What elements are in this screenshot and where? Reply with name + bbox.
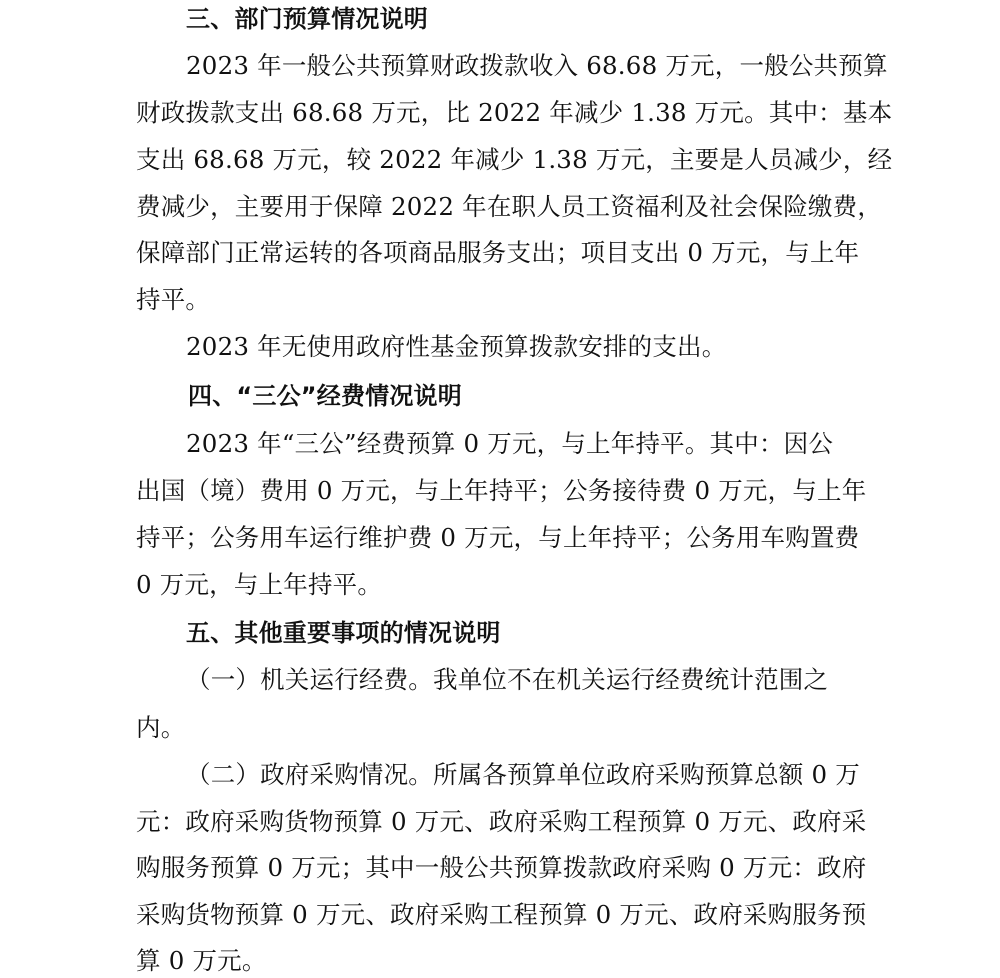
paragraph-line: 费减少，主要用于保障 2022 年在职人员工资福利及社会保险缴费， [136,192,883,221]
paragraph-line: 2023 年一般公共预算财政拨款收入 68.68 万元，一般公共预算 [186,51,888,80]
paragraph-line: 2023 年“三公”经费预算 0 万元，与上年持平。其中：因公 [186,429,834,458]
section-heading-budget: 三、部门预算情况说明 [186,5,428,33]
paragraph-line: （一）机关运行经费。我单位不在机关运行经费统计范围之 [186,665,829,694]
paragraph-line: 算 0 万元。 [136,946,267,975]
paragraph-line: 出国（境）费用 0 万元，与上年持平；公务接待费 0 万元，与上年 [136,476,867,505]
paragraph-line: 购服务预算 0 万元；其中一般公共预算拨款政府采购 0 万元：政府 [136,853,867,882]
paragraph-line: 0 万元，与上年持平。 [136,570,383,599]
section-heading-other-matters: 五、其他重要事项的情况说明 [186,619,501,647]
paragraph-line: 持平；公务用车运行维护费 0 万元，与上年持平；公务用车购置费 [136,523,860,552]
paragraph-line: （二）政府采购情况。所属各预算单位政府采购预算总额 0 万 [186,760,860,789]
paragraph-line: 内。 [136,713,186,742]
paragraph-line: 采购货物预算 0 万元、政府采购工程预算 0 万元、政府采购服务预 [136,900,867,929]
paragraph-line: 2023 年无使用政府性基金预算拨款安排的支出。 [186,332,727,361]
paragraph-line: 持平。 [136,285,211,314]
paragraph-line: 支出 68.68 万元，较 2022 年减少 1.38 万元，主要是人员减少，经 [136,145,893,174]
paragraph-line: 财政拨款支出 68.68 万元，比 2022 年减少 1.38 万元。其中：基本 [136,98,893,127]
paragraph-line: 保障部门正常运转的各项商品服务支出；项目支出 0 万元，与上年 [136,238,860,267]
paragraph-line: 元：政府采购货物预算 0 万元、政府采购工程预算 0 万元、政府采 [136,807,867,836]
section-heading-three-public: 四、“三公”经费情况说明 [188,382,462,410]
